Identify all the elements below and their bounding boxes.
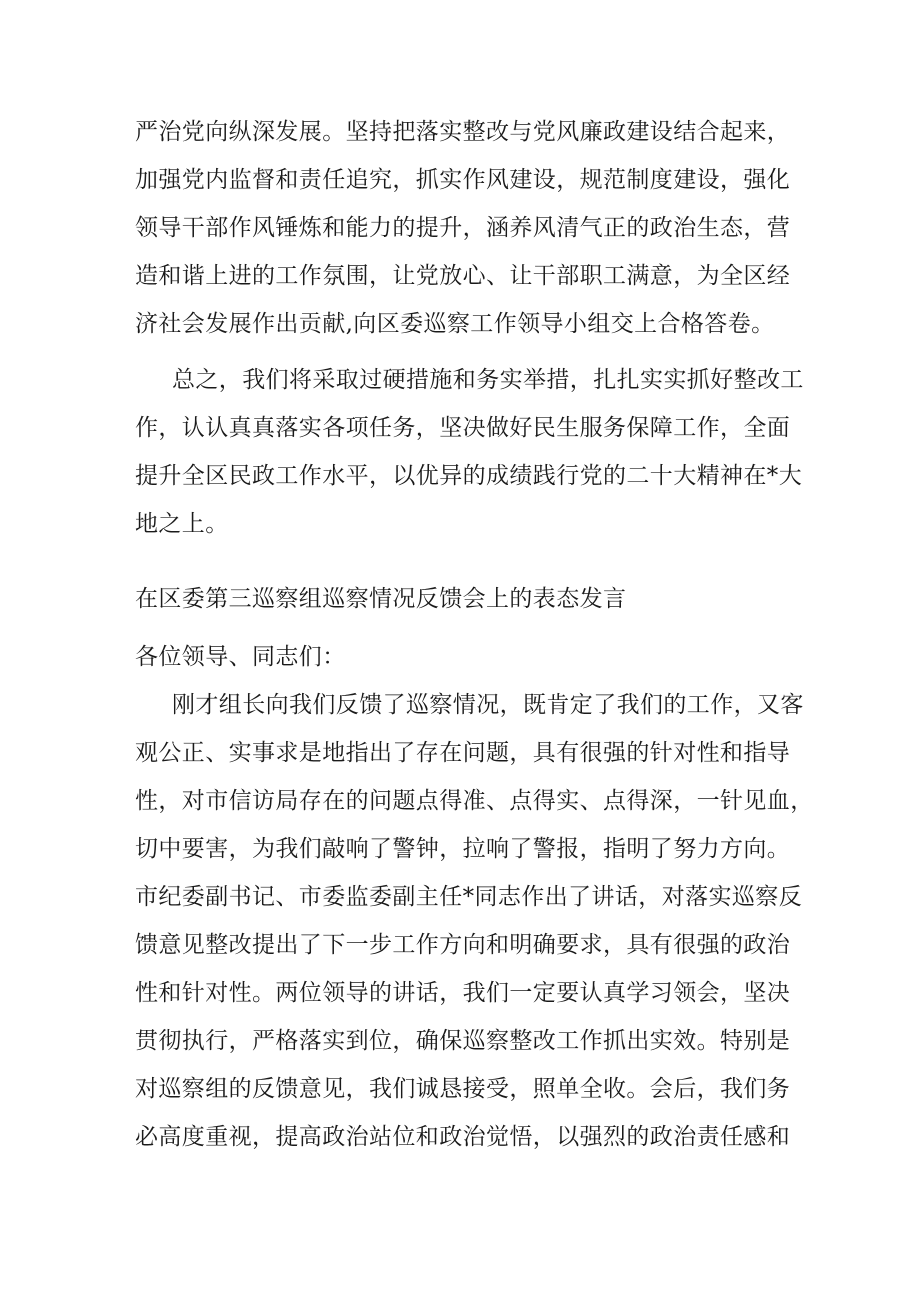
text-line: 造和谐上进的工作氛围，让党放心、让干部职工满意，为全区经	[135, 263, 791, 289]
text-line: 切中要害，为我们敲响了警钟，拉响了警报，指明了努力方向。	[135, 836, 791, 862]
paragraph-start-line: 总之，我们将采取过硬措施和务实举措，扎扎实实抓好整改工	[172, 367, 804, 393]
text-line: 馈意见整改提出了下一步工作方向和明确要求，具有很强的政治	[135, 932, 791, 958]
paragraph-start-line: 刚才组长向我们反馈了巡察情况，既肯定了我们的工作，又客	[172, 692, 804, 718]
text-line: 济社会发展作出贡献,向区委巡察工作领导小组交上合格答卷。	[135, 311, 775, 337]
text-line: 地之上。	[135, 511, 229, 537]
text-line: 对巡察组的反馈意见，我们诚恳接受，照单全收。会后，我们务	[135, 1076, 791, 1102]
text-line: 领导干部作风锤炼和能力的提升，涵养风清气正的政治生态，营	[135, 215, 791, 241]
text-line: 市纪委副书记、市委监委副主任*同志作出了讲话，对落实巡察反	[135, 884, 803, 910]
text-line: 作，认认真真落实各项任务，坚决做好民生服务保障工作，全面	[135, 415, 791, 441]
text-line: 提升全区民政工作水平，以优异的成绩践行党的二十大精神在*大	[135, 463, 803, 489]
salutation: 各位领导、同志们：	[135, 644, 346, 670]
text-line: 严治党向纵深发展。坚持把落实整改与党风廉政建设结合起来，	[135, 119, 791, 145]
text-line: 贯彻执行，严格落实到位，确保巡察整改工作抓出实效。特别是	[135, 1028, 791, 1054]
text-line: 性，对市信访局存在的问题点得准、点得实、点得深，一针见血，	[135, 788, 814, 814]
text-line: 观公正、实事求是地指出了存在问题，具有很强的针对性和指导	[135, 740, 791, 766]
text-line: 性和针对性。两位领导的讲话，我们一定要认真学习领会，坚决	[135, 980, 791, 1006]
text-line: 必高度重视，提高政治站位和政治觉悟，以强烈的政治责任感和	[135, 1124, 791, 1150]
section-title: 在区委第三巡察组巡察情况反馈会上的表态发言	[135, 586, 627, 612]
text-line: 加强党内监督和责任追究，抓实作风建设，规范制度建设，强化	[135, 167, 791, 193]
